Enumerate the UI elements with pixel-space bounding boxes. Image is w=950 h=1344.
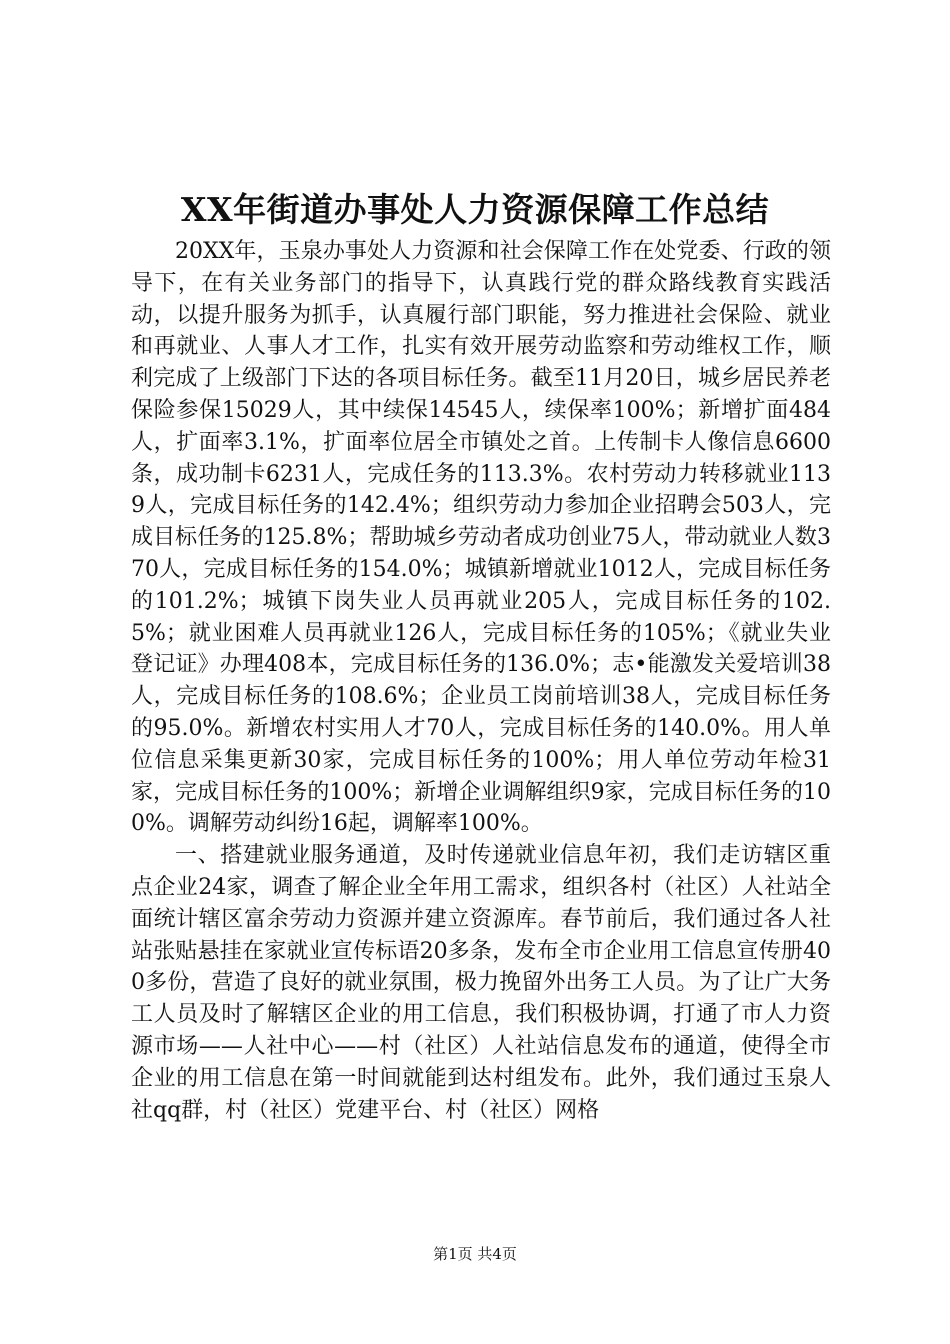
paragraph-summary: 20XX年，玉泉办事处人力资源和社会保障工作在处党委、行政的领导下，在有关业务部门的指导下，认真践行党的群众路线教育实践活动，以提升服务为抓手，认真履行部门职能，努力推进社会保险、就业和再就业、人事人才工作，扎实有效开展劳动监察和劳动维权工作，顺利完成了上级部门下达的各项目标任务。截至11月20日，城乡居民养老保险参保15029人，其中续保14545人，续保率100%；新增扩面484人，扩面率3.1%，扩面率位居全市镇处之首。上传制卡人像信息6600条，成功制卡6231人，完成任务的113.3%。农村劳动力转移就业1139人，完成目标任务的142.4%；组织劳动力参加企业招聘会503人，完成目标任务的125.8%；帮助城乡劳动者成功创业75人，带动就业人数370人，完成目标任务的154.0%；城镇新增就业1012人，完成目标任务的101.2%；城镇下岗失业人员再就业205人，完成目标任务的102.5%；就业困难人员再就业126人，完成目标任务的105%；《就业失业登记证》办理408本，完成目标任务的136.0%；志•能激发关爱培训38人，完成目标任务的108.6%；企业员工岗前培训38人，完成目标任务的95.0%。新增农村实用人才70人，完成目标任务的140.0%。用人单位信息采集更新30家，完成目标任务的100%；用人单位劳动年检31家，完成目标任务的100%；新增企业调解组织9家，完成目标任务的100%。调解劳动纠纷16起，调解率100%。 [131, 239, 831, 837]
document-body [131, 236, 831, 1126]
document-title: XX年街道办事处人力资源保障工作总结 [180, 190, 770, 229]
page-number-footer: 第1页 共4页 [433, 1245, 517, 1263]
paragraph-employment-services: 一、搭建就业服务通道，及时传递就业信息年初，我们走访辖区重点企业24家，调查了解企业全年用工需求，组织各村（社区）人社站全面统计辖区富余劳动力资源并建立资源库。春节前后，我们通过各人社站张贴悬挂在家就业宣传标语20多条，发布全市企业用工信息宣传册400多份，营造了良好的就业氛围，极力挽留外出务工人员。为了让广大务工人员及时了解辖区企业的用工信息，我们积极协调，打通了市人力资源市场——人社中心——村（社区）人社站信息发布的通道，使得全市企业的用工信息在第一时间就能到达村组发布。此外，我们通过玉泉人社qq群，村（社区）党建平台、村（社区）网格 [131, 843, 831, 1123]
